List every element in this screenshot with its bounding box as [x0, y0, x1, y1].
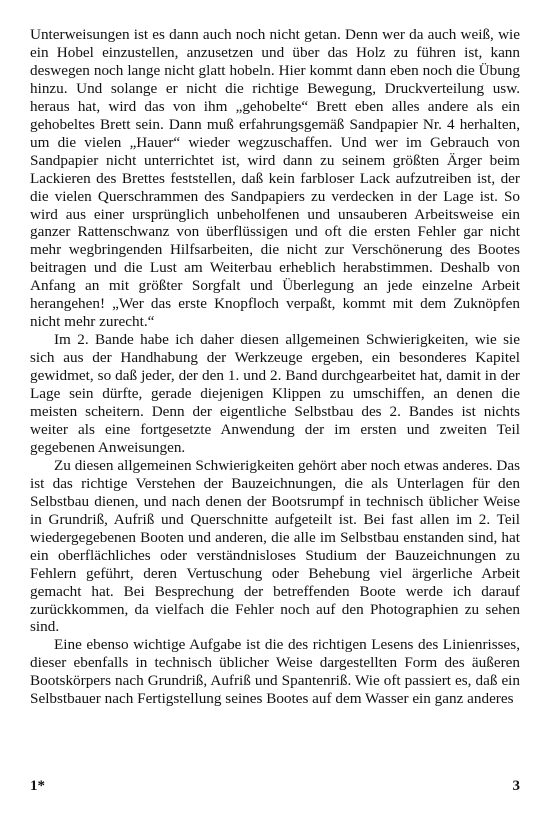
paragraph-3: Zu diesen allgemeinen Schwierigkeiten gehört aber noch etwas anderes. Das ist das richtige Verstehen der Bauzeichnungen, die als Unterlagen für den Selbstbau dienen, und nach denen der Bootsrumpf in technisch üblicher Weise in Grundriß, Aufriß und Querschnitte aufgeteilt ist. Bei fast allen im 2. Teil wiedergegebenen Booten und anderen, die alle im Selbstbau enstanden sind, hat ein oberflächliches oder verständnisloses Studium der Bauzeichnungen zu Fehlern geführt, deren Vertuschung oder Behebung viel ärgerliche Arbeit gemacht hat. Bei Besprechung der betreffenden Boote werde ich darauf zurückkommen, da vielfach die Fehler noch auf den Photographien zu sehen sind.: [30, 456, 520, 636]
page-footer: [30, 778, 520, 798]
paragraph-2: Im 2. Bande habe ich daher diesen allgemeinen Schwierigkeiten, wie sie sich aus der Handhabung der Werkzeuge ergeben, ein besonderes Kapitel gewidmet, so daß jeder, der den 1. und 2. Band durchgearbeitet hat, damit in der Lage sein dürfte, gerade diejenigen Klippen zu umschiffen, an denen die meisten scheitern. Denn der eigentliche Selbstbau des 2. Bandes ist nichts weiter als eine fortgesetzte Anwendung der im ersten und zweiten Teil gegebenen Anweisungen.: [30, 331, 520, 456]
body-text: [30, 26, 520, 708]
paragraph-4: Eine ebenso wichtige Aufgabe ist die des richtigen Lesens des Linienrisses, dieser ebenfalls in technisch üblicher Weise dargestellten Form des äußeren Bootskörpers nach Grundriß, Aufriß und Spantenriß. Wie oft passiert es, daß ein Selbstbauer nach Fertigstellung seines Bootes auf dem Wasser ein ganz anderes: [30, 636, 520, 708]
paragraph-1: Unterweisungen ist es dann auch noch nicht getan. Denn wer da auch weiß, wie ein Hobel einzustellen, anzusetzen und über das Holz zu führen ist, kann deswegen noch lange nicht glatt hobeln. Hier kommt dann eben noch die Übung hinzu. Und solange er nicht die richtige Bewegung, Druckverteilung usw. heraus hat, wird das von ihm „gehobelte“ Brett eben alles andere als ein gehobeltes Brett sein. Dann muß erfahrungsgemäß Sandpapier Nr. 4 herhalten, um die vielen „Hauer“ wieder wegzuschaffen. Und wer im Gebrauch von Sandpapier nicht unterrichtet ist, wird dann zu seinem größten Ärger beim Lackieren des Brettes feststellen, daß kein farbloser Lack aufzutreiben ist, der die vielen Querschrammen des Sandpapiers zu verdecken in der Lage ist. So wird aus einer ursprünglich unbeholfenen und unsauberen Arbeitsweise ein ganzer Rattenschwanz von überflüssigen und oft die ersten Fehler gar nicht mehr wegbringenden Hilfsarbeiten, die nicht zur Verschönerung des Bootes beitragen und die Lust am Weiterbau erheblich herabstimmen. Deshalb von Anfang an mit größter Sorgfalt und Überlegung an jede einzelne Arbeit herangehen! „Wer das erste Knopfloch verpaßt, kommt mit dem Zuknöpfen nicht mehr zurecht.“: [30, 26, 520, 331]
page-number: 3: [512, 778, 520, 794]
sheet-signature: 1*: [30, 778, 45, 794]
book-page: [30, 26, 520, 816]
